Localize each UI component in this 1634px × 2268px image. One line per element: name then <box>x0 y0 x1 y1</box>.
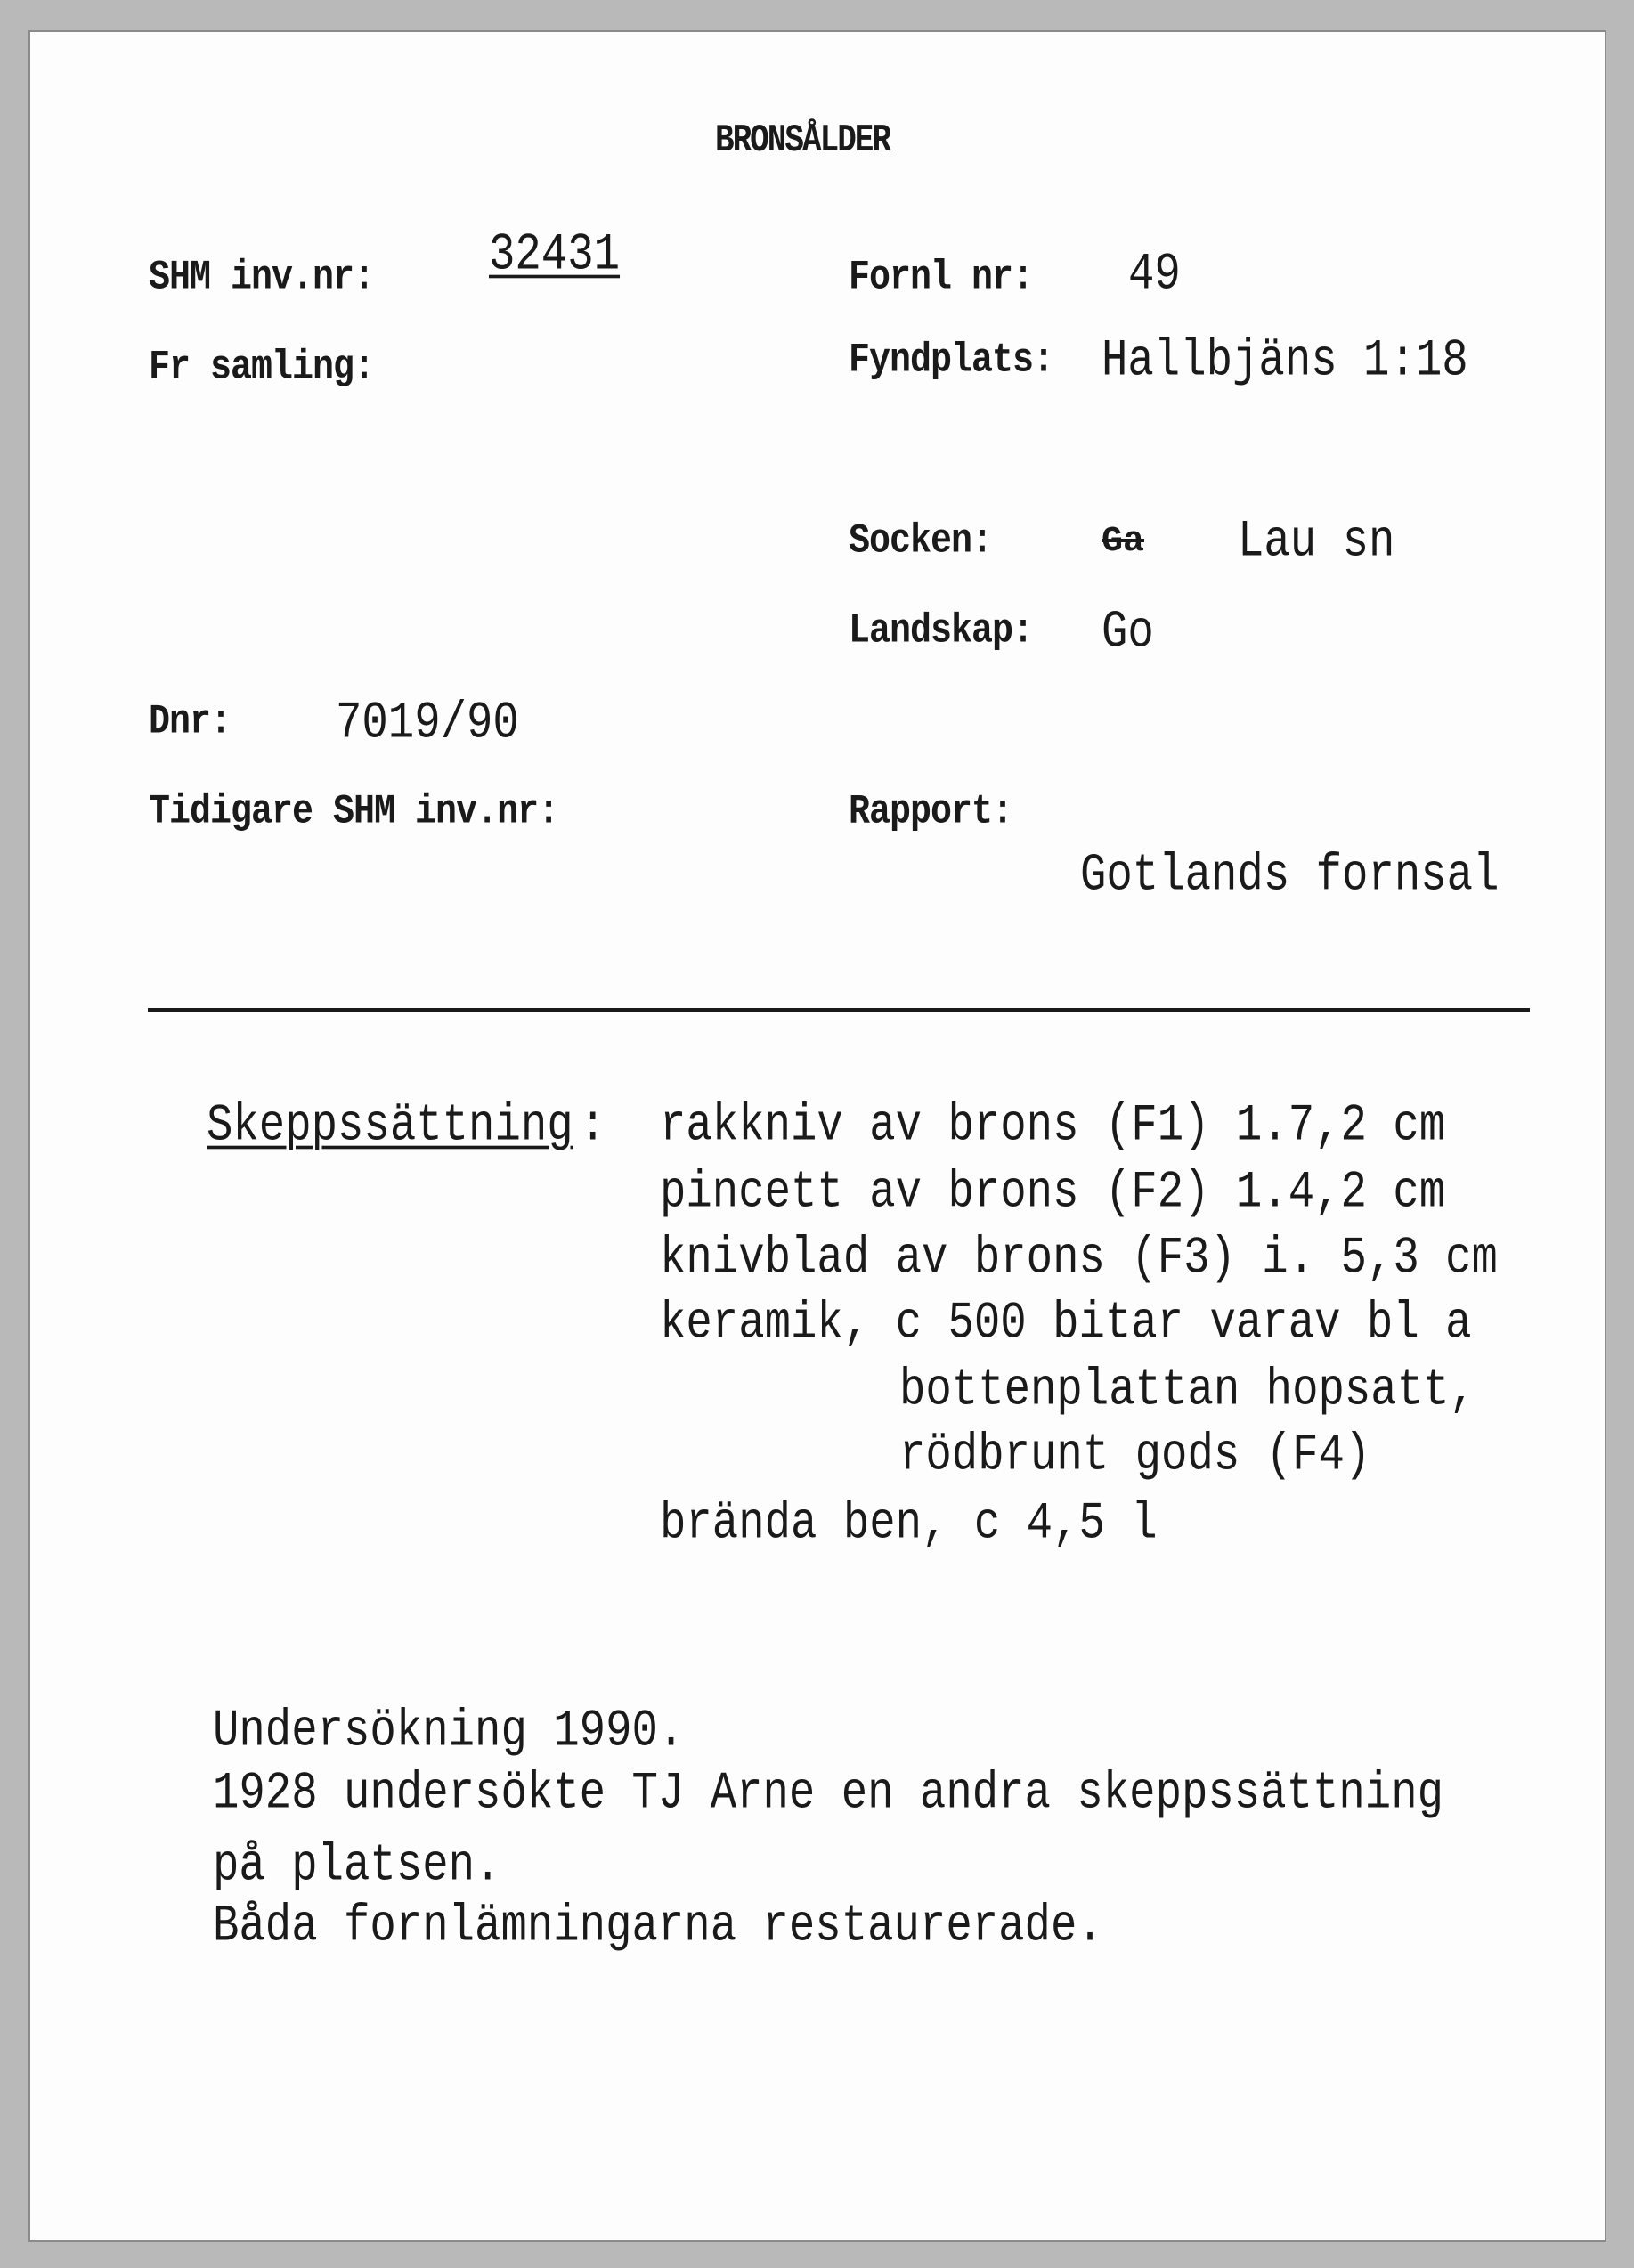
find-item: knivblad av brons (F3) i. 5,3 cm <box>660 1228 1498 1288</box>
socken-label: Socken: <box>849 518 993 565</box>
fornl-value: 49 <box>1128 244 1181 305</box>
fyndplats-value: Hallbjäns 1:18 <box>1102 330 1468 391</box>
note-line: Undersökning 1990. <box>213 1701 685 1761</box>
socken-struck-value: Ga <box>1102 522 1145 562</box>
tidigare-label: Tidigare SHM inv.nr: <box>149 789 559 836</box>
dnr-value: 7019/90 <box>336 693 519 753</box>
note-line: på platsen. <box>213 1835 501 1896</box>
find-item: keramik, c 500 bitar varav bl a <box>660 1293 1472 1353</box>
landskap-value: Go <box>1102 602 1154 663</box>
note-line: Båda fornlämningarna restaurerade. <box>213 1896 1103 1956</box>
find-item: rakkniv av brons (F1) 1.7,2 cm <box>660 1095 1446 1156</box>
find-item: pincett av brons (F2) 1.4,2 cm <box>660 1162 1446 1223</box>
landskap-label: Landskap: <box>849 608 1034 655</box>
find-item: brända ben, c 4,5 l <box>660 1493 1158 1554</box>
card-title: BRONSÅLDER <box>714 118 890 162</box>
find-item: bottenplattan hopsatt, <box>899 1360 1475 1420</box>
finds-heading-colon: : <box>580 1095 606 1156</box>
dnr-label: Dnr: <box>149 699 232 746</box>
shm-inv-value: 32431 <box>489 224 621 285</box>
fyndplats-label: Fyndplats: <box>849 337 1054 385</box>
divider-line <box>148 1008 1530 1012</box>
socken-value: Lau sn <box>1238 511 1395 572</box>
shm-inv-label: SHM inv.nr: <box>149 255 375 302</box>
note-line: 1928 undersökte TJ Arne en andra skeppssättning <box>213 1763 1444 1824</box>
fornl-label: Fornl nr: <box>849 255 1034 302</box>
finds-heading: Skeppssättning <box>207 1095 573 1156</box>
rapport-label: Rapport: <box>849 789 1013 836</box>
find-item: rödbrunt gods (F4) <box>899 1425 1371 1485</box>
fr-samling-label: Fr samling: <box>149 345 375 392</box>
rapport-value: Gotlands fornsal <box>1080 845 1500 906</box>
